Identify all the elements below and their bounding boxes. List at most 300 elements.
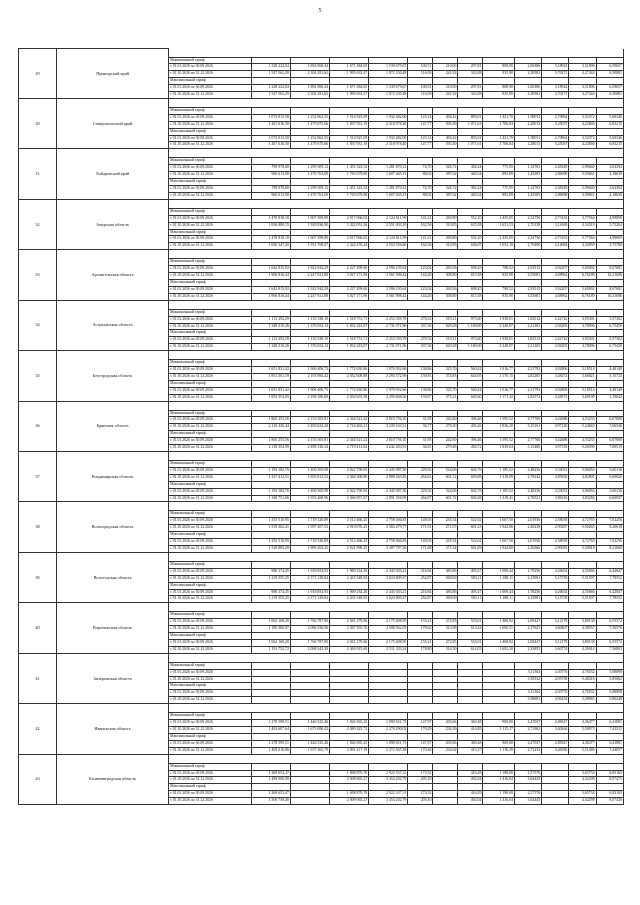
value-cell: 2,48349 [542, 186, 569, 193]
value-cell: 1 500 730,40 [251, 798, 290, 805]
value-cell: 644,95 [458, 373, 483, 380]
value-cell [369, 259, 408, 266]
value-cell [458, 561, 483, 568]
value-cell: 698,45 [458, 266, 483, 273]
value-cell: 1 355 510,95 [251, 539, 290, 546]
value-cell [433, 612, 458, 619]
value-cell [290, 784, 329, 791]
region-name: Вологодская область [57, 552, 169, 602]
value-cell: 138,86 [408, 387, 433, 394]
value-cell: 2 318 978,40 [369, 121, 408, 128]
value-cell: 1 281 870,12 [369, 186, 408, 193]
value-cell [330, 697, 369, 704]
value-cell [251, 57, 290, 64]
value-cell [596, 309, 623, 316]
value-cell [458, 784, 483, 791]
value-cell [369, 713, 408, 720]
value-cell [483, 107, 515, 114]
value-cell [542, 461, 569, 468]
value-cell: 1 355 510,95 [251, 518, 290, 525]
value-cell: 2,26566 [514, 545, 541, 552]
value-cell [433, 78, 458, 85]
value-cell: 2,93515 [514, 266, 541, 273]
value-cell: 2 493 634,20 [290, 424, 329, 431]
value-cell: 2 348,87 [483, 323, 515, 330]
value-cell [330, 78, 369, 85]
value-cell [542, 763, 569, 770]
value-cell: 2,86098 [542, 172, 569, 179]
value-cell: 6,75450 [596, 344, 623, 351]
value-cell: 1 451 322,54 [330, 186, 369, 193]
value-cell [514, 532, 541, 539]
value-cell: 416,29 [458, 791, 483, 798]
value-cell [408, 697, 433, 704]
tariff-type-label: Максимальный тариф [169, 179, 252, 186]
period-label: с 01.01.2026 по 30.09.2026 [169, 135, 252, 142]
value-cell: 1 193 182,76 [251, 467, 290, 474]
value-cell: 1 667,50 [483, 539, 515, 546]
value-cell: 2,51793 [514, 367, 541, 374]
value-cell [251, 360, 290, 367]
value-cell: 1 219 555,25 [251, 596, 290, 603]
value-cell [596, 128, 623, 135]
value-cell [433, 662, 458, 669]
value-cell [569, 733, 596, 740]
value-cell [569, 763, 596, 770]
value-cell: 2,93515 [514, 286, 541, 293]
value-cell: 3,42688 [542, 417, 569, 424]
value-cell [596, 78, 623, 85]
value-cell: 1 468,92 [483, 619, 515, 626]
value-cell: 1 073 013,58 [251, 114, 290, 121]
value-cell [458, 733, 483, 740]
value-cell: 2,28013 [514, 121, 541, 128]
value-cell [433, 770, 458, 777]
value-cell: 2,70139 [514, 222, 541, 229]
value-cell: 2,15991 [514, 575, 541, 582]
value-cell [330, 669, 369, 676]
value-cell [369, 582, 408, 589]
value-cell: 3,15161 [514, 424, 541, 431]
value-cell [458, 179, 483, 186]
value-cell: 3,65734 [569, 791, 596, 798]
value-cell [290, 309, 329, 316]
value-cell: 3,48572 [542, 394, 569, 401]
value-cell [369, 612, 408, 619]
value-cell: 524,06 [433, 488, 458, 495]
value-cell: 2 498 136,34 [290, 445, 329, 452]
value-cell [408, 208, 433, 215]
value-cell: 6,83215 [596, 142, 623, 149]
region-name: Амурская область [57, 199, 169, 249]
value-cell: 3,18514 [569, 387, 596, 394]
value-cell: 2 304 281,62 [290, 71, 329, 78]
value-cell [514, 279, 541, 286]
value-cell: 1 337 412,51 [251, 474, 290, 481]
value-cell: 1 706,04 [483, 121, 515, 128]
value-cell: 159,81 [408, 373, 433, 380]
value-cell [251, 179, 290, 186]
value-cell: 141,21 [408, 215, 433, 222]
value-cell: 3 027 171,96 [330, 293, 369, 300]
value-cell [251, 279, 290, 286]
value-cell [408, 179, 433, 186]
value-cell: 2,33855 [514, 646, 541, 653]
value-cell: 1 400 565,98 [290, 467, 329, 474]
value-cell [458, 532, 483, 539]
value-cell: 3,55681 [514, 293, 541, 300]
value-cell [483, 481, 515, 488]
value-cell: 178,80 [408, 646, 433, 653]
value-cell: 2 367 355,76 [330, 626, 369, 633]
value-cell: 1 671 384,65 [330, 85, 369, 92]
value-cell: 522,62 [458, 539, 483, 546]
value-cell [330, 532, 369, 539]
value-cell [458, 57, 483, 64]
value-cell: 6,50881 [596, 71, 623, 78]
blank-cell [169, 502, 624, 511]
value-cell: 1 656 889,15 [251, 222, 290, 229]
value-cell [369, 380, 408, 387]
value-cell: 2 153 565,81 [290, 438, 329, 445]
value-cell [330, 107, 369, 114]
value-cell [433, 690, 458, 697]
region-name: Архангельская область [57, 250, 169, 300]
value-cell [596, 582, 623, 589]
value-cell: 602,76 [458, 488, 483, 495]
value-cell: 2,82285 [514, 373, 541, 380]
period-label: с 01.01.2026 по 30.09.2026 [169, 215, 252, 222]
value-cell: 74,70 [408, 186, 433, 193]
value-cell [330, 360, 369, 367]
value-cell: 205,10 [408, 777, 433, 784]
value-cell [514, 431, 541, 438]
value-cell: 297,81 [458, 64, 483, 71]
value-cell [483, 330, 515, 337]
value-cell [433, 561, 458, 568]
value-cell: 5,08898 [596, 690, 623, 697]
value-cell: 1 607 465,13 [369, 172, 408, 179]
value-cell [569, 683, 596, 690]
value-cell: 1 252 862,55 [290, 135, 329, 142]
value-cell: 3,48272 [542, 373, 569, 380]
value-cell: 2 295 668,56 [369, 394, 408, 401]
value-cell [458, 360, 483, 367]
value-cell: 210,00 [433, 64, 458, 71]
value-cell: 252,87 [408, 596, 433, 603]
value-cell [408, 461, 433, 468]
value-cell [433, 107, 458, 114]
period-label: с 01.01.2026 по 30.09.2026 [169, 720, 252, 727]
value-cell: 1 931 768,07 [290, 243, 329, 250]
value-cell: 263,56 [433, 286, 458, 293]
value-cell [569, 532, 596, 539]
value-cell: 147,97 [408, 720, 433, 727]
value-cell: 116,09 [408, 71, 433, 78]
value-cell: 1 416,04 [483, 798, 515, 805]
value-cell: 935,90 [483, 273, 515, 280]
value-cell: 1 269 653,47 [251, 770, 290, 777]
value-cell: 893,01 [458, 135, 483, 142]
value-cell: 2,38582 [514, 71, 541, 78]
period-label: с 01.10.2026 по 31.12.2026 [169, 727, 252, 734]
value-cell: 960 613,98 [251, 192, 290, 199]
period-label: с 01.10.2026 по 31.12.2026 [169, 646, 252, 653]
value-cell: 3,97120 [542, 424, 569, 431]
value-cell [514, 158, 541, 165]
value-cell: 6,07808 [596, 417, 623, 424]
value-cell [369, 360, 408, 367]
value-cell [408, 561, 433, 568]
value-cell: 100,51 [408, 85, 433, 92]
value-cell: 4,76532 [569, 669, 596, 676]
value-cell: 159,97 [408, 394, 433, 401]
value-cell [483, 78, 515, 85]
period-label: с 01.01.2026 по 30.09.2026 [169, 740, 252, 747]
value-cell: 798,52 [483, 286, 515, 293]
value-cell [596, 662, 623, 669]
region-name: Белгородская область [57, 351, 169, 401]
value-cell: 775,95 [483, 186, 515, 193]
tariff-type-label: Минимальный тариф [169, 461, 252, 468]
value-cell: 1 349 310,26 [251, 323, 290, 330]
value-cell: 960 613,98 [251, 172, 290, 179]
value-cell [408, 669, 433, 676]
value-cell [542, 633, 569, 640]
value-cell: 3,77564 [569, 236, 596, 243]
value-cell: 4,55666 [569, 568, 596, 575]
value-cell [569, 330, 596, 337]
value-cell: 2,08427 [514, 639, 541, 646]
value-cell [514, 582, 541, 589]
value-cell: 1 698 870,70 [330, 770, 369, 777]
value-cell: 1 826 565,25 [330, 740, 369, 747]
value-cell: 2,37621 [514, 626, 541, 633]
value-cell: 1 642 815,92 [251, 266, 290, 273]
value-cell: 1 185,52 [483, 467, 515, 474]
value-cell [569, 410, 596, 417]
value-cell: 1 073 013,58 [251, 135, 290, 142]
value-cell: 2 758 466,83 [369, 518, 408, 525]
value-cell [369, 57, 408, 64]
tariff-type-label: Минимальный тариф [169, 57, 252, 64]
value-cell: 2 017 066,02 [330, 215, 369, 222]
tariff-table [18, 48, 624, 805]
value-cell: 560,42 [458, 367, 483, 374]
value-cell: 2,88347 [542, 740, 569, 747]
value-cell: 1,14703 [514, 165, 541, 172]
period-label: с 01.10.2026 по 31.12.2026 [169, 172, 252, 179]
value-cell [542, 770, 569, 777]
period-label: с 01.10.2026 по 31.12.2026 [169, 525, 252, 532]
value-cell: 1 468,92 [483, 639, 515, 646]
value-cell: 2,58039 [542, 518, 569, 525]
region-name: Владимирская область [57, 452, 169, 502]
period-label: с 01.01.2026 по 30.09.2026 [169, 589, 252, 596]
value-cell [290, 179, 329, 186]
value-cell: 483,86 [433, 568, 458, 575]
value-cell: 2 196 180,60 [290, 394, 329, 401]
value-cell: 483,86 [433, 589, 458, 596]
value-cell: 2,77760 [514, 438, 541, 445]
value-cell [596, 511, 623, 518]
value-cell [458, 690, 483, 697]
value-cell: 1 446 525,46 [290, 720, 329, 727]
value-cell: 1 016,77 [483, 367, 515, 374]
value-cell [290, 208, 329, 215]
value-cell [290, 360, 329, 367]
value-cell [290, 158, 329, 165]
period-label: с 01.01.2026 по 30.09.2026 [169, 367, 252, 374]
table-row [19, 401, 624, 410]
value-cell [408, 78, 433, 85]
value-cell [369, 128, 408, 135]
value-cell: 272,85 [433, 619, 458, 626]
value-cell: 2,15991 [514, 596, 541, 603]
value-cell: 601,83 [458, 545, 483, 552]
value-cell: 234,62 [433, 747, 458, 754]
value-cell: 326,72 [433, 165, 458, 172]
value-cell: 636,07 [458, 243, 483, 250]
value-cell: 1 832 243,07 [330, 323, 369, 330]
value-cell: 343,08 [458, 92, 483, 99]
value-cell: 3,80138 [569, 639, 596, 646]
value-cell [596, 229, 623, 236]
value-cell: 1 651 831,42 [251, 367, 290, 374]
value-cell: 583,11 [458, 575, 483, 582]
value-cell [596, 481, 623, 488]
value-cell: 798,52 [483, 266, 515, 273]
value-cell: 279,20 [433, 424, 458, 431]
value-cell: 5,15739 [542, 575, 569, 582]
value-cell: 3,95301 [569, 316, 596, 323]
tariff-type-label: Максимальный тариф [169, 683, 252, 690]
value-cell [569, 128, 596, 135]
value-cell [251, 612, 290, 619]
value-cell: 1 970 952,66 [369, 367, 408, 374]
value-cell [290, 259, 329, 266]
value-cell: 3,52372 [569, 114, 596, 121]
value-cell [569, 229, 596, 236]
period-label: с 01.01.2026 по 30.09.2026 [169, 417, 252, 424]
value-cell: 2 022 790,93 [330, 467, 369, 474]
value-cell: 602,76 [458, 467, 483, 474]
period-label: с 01.10.2026 по 31.12.2026 [169, 71, 252, 78]
value-cell: 3,70271 [542, 71, 569, 78]
value-cell: 416,29 [458, 770, 483, 777]
value-cell: 1 595,52 [483, 417, 515, 424]
value-cell: 4,32298 [569, 777, 596, 784]
value-cell: 3,65734 [569, 770, 596, 777]
value-cell [542, 683, 569, 690]
value-cell [596, 431, 623, 438]
value-cell: 1 062 168,20 [251, 639, 290, 646]
value-cell: 7,66546 [596, 424, 623, 431]
value-cell [569, 511, 596, 518]
value-cell: 4,26654 [542, 568, 569, 575]
value-cell: 1 772 630,86 [330, 367, 369, 374]
value-cell [569, 633, 596, 640]
value-cell: 242,60 [433, 417, 458, 424]
table-row [19, 502, 624, 511]
value-cell [433, 697, 458, 704]
value-cell [408, 713, 433, 720]
value-cell: 1 135 538,19 [290, 337, 329, 344]
value-cell [290, 229, 329, 236]
value-cell [458, 633, 483, 640]
value-cell [408, 431, 433, 438]
value-cell [251, 309, 290, 316]
value-cell: 3,40264 [542, 727, 569, 734]
value-cell: 533,01 [458, 619, 483, 626]
period-label: с 01.01.2026 по 30.09.2026 [169, 568, 252, 575]
value-cell: 1 906 816,44 [251, 293, 290, 300]
value-cell: 1 607 399,89 [290, 215, 329, 222]
value-cell: 1 180,00 [458, 323, 483, 330]
value-cell: 3,12178 [542, 619, 569, 626]
value-cell [569, 561, 596, 568]
value-cell: 4,39014 [569, 646, 596, 653]
value-cell: 1 766 787,90 [290, 639, 329, 646]
value-cell: 3,92207 [542, 266, 569, 273]
value-cell: 4,83284 [569, 495, 596, 502]
value-cell [514, 633, 541, 640]
value-cell: 6,55572 [596, 619, 623, 626]
value-cell: 141,21 [408, 236, 433, 243]
value-cell: 552,10 [458, 215, 483, 222]
value-cell [542, 431, 569, 438]
region-number: 42 [19, 704, 57, 754]
value-cell [408, 676, 433, 683]
value-cell [596, 784, 623, 791]
blank-cell [169, 552, 624, 561]
tariff-type-label: Минимальный тариф [169, 309, 252, 316]
value-cell: 1 969 234,26 [330, 568, 369, 575]
period-label: с 01.01.2026 по 30.09.2026 [169, 639, 252, 646]
value-cell [290, 676, 329, 683]
value-cell: 2 017 066,02 [330, 236, 369, 243]
period-label: с 01.10.2026 по 31.12.2026 [169, 474, 252, 481]
blank-cell [169, 452, 624, 461]
value-cell: 1 198,00 [483, 791, 515, 798]
value-cell: 3 561 998,42 [369, 293, 408, 300]
value-cell [483, 380, 515, 387]
value-cell: 2,72235 [514, 747, 541, 754]
period-label: с 01.01.2026 по 30.09.2026 [169, 619, 252, 626]
value-cell [483, 582, 515, 589]
value-cell: 2 445 987,30 [369, 467, 408, 474]
table-row [19, 149, 624, 158]
value-cell: 3,51806 [569, 85, 596, 92]
value-cell [458, 511, 483, 518]
value-cell: 1 890 651,73 [369, 720, 408, 727]
value-cell [514, 309, 541, 316]
value-cell [483, 360, 515, 367]
value-cell: 1 518 751,71 [330, 316, 369, 323]
value-cell: 1 938,01 [483, 316, 515, 323]
value-cell [290, 330, 329, 337]
value-cell: 629,28 [433, 344, 458, 351]
value-cell: 2,28013 [514, 142, 541, 149]
value-cell: 2,42742 [542, 337, 569, 344]
value-cell: 2,78521 [514, 495, 541, 502]
value-cell [330, 561, 369, 568]
value-cell: 1 656 347,20 [251, 243, 290, 250]
table-row [19, 49, 624, 58]
value-cell [569, 179, 596, 186]
value-cell [369, 511, 408, 518]
value-cell: 1,82512 [514, 316, 541, 323]
